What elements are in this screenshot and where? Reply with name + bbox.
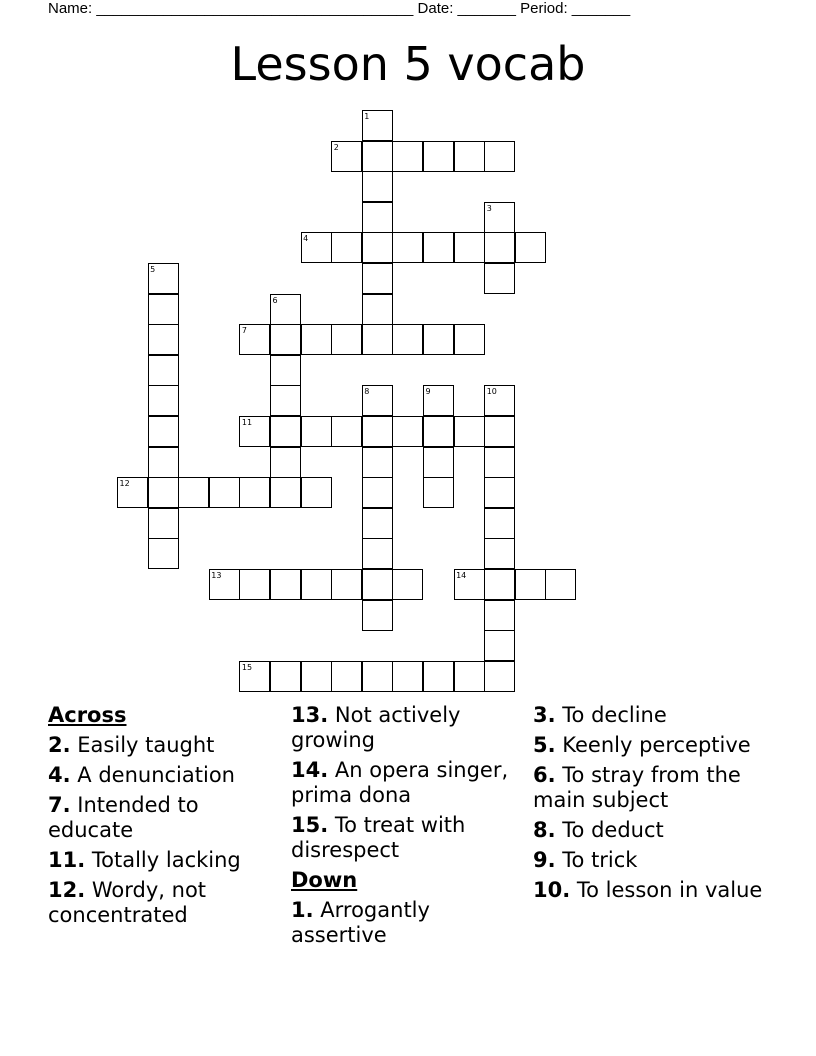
grid-cell[interactable]	[148, 538, 179, 569]
student-info-header: Name: ______________________________________ Date: _______ Period: _______	[48, 0, 631, 17]
clue-across-15	[291, 813, 523, 863]
grid-cell[interactable]	[148, 294, 179, 325]
grid-cell[interactable]	[148, 447, 179, 478]
grid-cell[interactable]	[454, 141, 485, 172]
grid-cell[interactable]	[392, 141, 423, 172]
clue-down-6	[533, 763, 765, 813]
clue-number-label: 2	[333, 142, 339, 152]
clue-number: 3.	[533, 703, 556, 727]
grid-cell[interactable]	[484, 447, 515, 478]
grid-cell[interactable]	[423, 324, 454, 355]
clue-down-1	[291, 898, 523, 948]
clue-text: To trick	[562, 848, 638, 872]
clue-text: To deduct	[562, 818, 664, 842]
clue-text: To decline	[562, 703, 667, 727]
grid-cell[interactable]	[301, 324, 332, 355]
grid-cell[interactable]	[209, 477, 240, 508]
grid-cell[interactable]	[484, 477, 515, 508]
grid-cell[interactable]	[362, 294, 393, 325]
clue-number-label: 3	[486, 203, 492, 213]
grid-cell[interactable]	[362, 416, 393, 447]
clue-number-label: 9	[425, 387, 431, 397]
grid-cell[interactable]	[331, 661, 362, 692]
grid-cell[interactable]	[270, 324, 301, 355]
grid-cell[interactable]	[392, 232, 423, 263]
grid-cell[interactable]	[148, 355, 179, 386]
grid-cell[interactable]	[515, 569, 546, 600]
clue-number-label: 5	[150, 265, 156, 274]
grid-cell[interactable]	[392, 416, 423, 447]
grid-cell[interactable]	[270, 416, 301, 447]
grid-cell[interactable]	[484, 569, 515, 600]
clue-number: 2.	[48, 733, 71, 757]
grid-cell[interactable]	[484, 416, 515, 447]
grid-cell[interactable]	[178, 477, 209, 508]
grid-cell[interactable]	[423, 661, 454, 692]
grid-cell[interactable]	[270, 447, 301, 478]
clue-number: 1.	[291, 898, 314, 922]
grid-cell[interactable]	[301, 477, 332, 508]
clue-across-11	[48, 848, 280, 873]
grid-cell[interactable]	[362, 263, 393, 294]
clue-across-14	[291, 758, 523, 808]
grid-cell[interactable]	[392, 661, 423, 692]
grid-cell[interactable]	[454, 661, 485, 692]
clues-column-1	[48, 703, 280, 933]
grid-cell[interactable]	[362, 171, 393, 202]
grid-cell[interactable]	[301, 661, 332, 692]
clue-across-4	[48, 763, 280, 788]
grid-cell[interactable]	[301, 569, 332, 600]
grid-cell[interactable]	[239, 477, 270, 508]
clue-number: 5.	[533, 733, 556, 757]
clue-number: 8.	[533, 818, 556, 842]
clue-text: Easily taught	[77, 733, 215, 757]
clue-number: 10.	[533, 878, 571, 902]
grid-cell[interactable]	[301, 416, 332, 447]
grid-cell[interactable]	[362, 202, 393, 233]
grid-cell[interactable]	[270, 569, 301, 600]
clue-text: Wordy, not concentrated	[48, 878, 207, 927]
down-heading: Down	[291, 868, 358, 892]
clue-number-label: 8	[364, 387, 370, 397]
clue-number: 12.	[48, 878, 86, 902]
clue-number: 7.	[48, 793, 71, 817]
grid-cell[interactable]	[484, 263, 515, 294]
clue-down-5	[533, 733, 765, 758]
clue-text: Totally lacking	[91, 848, 241, 872]
grid-cell[interactable]	[362, 141, 393, 172]
puzzle-title: Lesson 5 vocab	[230, 37, 586, 91]
grid-cell[interactable]	[362, 324, 393, 355]
grid-cell[interactable]	[362, 569, 393, 600]
grid-cell[interactable]	[362, 661, 393, 692]
clue-number: 9.	[533, 848, 556, 872]
clue-across-13	[291, 703, 523, 753]
grid-cell[interactable]	[484, 630, 515, 661]
grid-cell[interactable]	[545, 569, 576, 600]
grid-cell[interactable]	[331, 232, 362, 263]
clue-across-12	[48, 878, 280, 928]
grid-cell[interactable]	[484, 141, 515, 172]
clue-across-7	[48, 793, 280, 843]
clue-text: Not actively growing	[291, 703, 461, 752]
grid-cell[interactable]	[423, 477, 454, 508]
grid-cell[interactable]	[148, 477, 179, 508]
clue-text: Arrogantly assertive	[291, 898, 430, 947]
clue-number-label: 13	[211, 571, 222, 580]
grid-cell[interactable]	[148, 324, 179, 355]
grid-cell[interactable]	[148, 416, 179, 447]
clue-down-10	[533, 878, 765, 903]
clue-number-label: 12	[119, 479, 130, 489]
clue-down-8	[533, 818, 765, 843]
grid-cell[interactable]	[423, 447, 454, 478]
grid-cell[interactable]	[484, 232, 515, 263]
grid-cell[interactable]	[362, 447, 393, 478]
clue-down-3	[533, 703, 765, 728]
grid-cell[interactable]	[239, 569, 270, 600]
clue-text: To treat with disrespect	[291, 813, 466, 862]
clue-text: Keenly perceptive	[562, 733, 751, 757]
grid-cell[interactable]	[454, 324, 485, 355]
grid-cell[interactable]	[392, 569, 423, 600]
grid-cell[interactable]	[270, 385, 301, 416]
grid-cell[interactable]	[270, 477, 301, 508]
grid-cell[interactable]	[515, 232, 546, 263]
grid-cell[interactable]	[423, 232, 454, 263]
clue-number-label: 4	[303, 234, 309, 244]
grid-cell[interactable]	[331, 324, 362, 355]
clue-number-label: 10	[486, 387, 497, 397]
clue-number: 15.	[291, 813, 329, 837]
clue-number-label: 7	[241, 326, 247, 336]
grid-cell[interactable]	[362, 508, 393, 539]
clue-across-2	[48, 733, 280, 758]
grid-cell[interactable]	[484, 600, 515, 631]
clue-text: To lesson in value	[576, 878, 763, 902]
grid-cell[interactable]	[423, 416, 454, 447]
grid-cell[interactable]	[270, 661, 301, 692]
across-heading: Across	[48, 703, 127, 727]
grid-cell[interactable]	[484, 538, 515, 569]
grid-cell[interactable]	[362, 600, 393, 631]
grid-cell[interactable]	[148, 385, 179, 416]
grid-cell[interactable]	[362, 538, 393, 569]
grid-cell[interactable]	[423, 141, 454, 172]
clue-number: 4.	[48, 763, 71, 787]
grid-cell[interactable]	[362, 232, 393, 263]
clue-down-9	[533, 848, 765, 873]
grid-cell[interactable]	[148, 508, 179, 539]
grid-cell[interactable]	[454, 416, 485, 447]
clue-text: A denunciation	[77, 763, 235, 787]
grid-cell[interactable]	[484, 661, 515, 692]
clue-number-label: 6	[272, 295, 278, 305]
grid-cell[interactable]	[331, 569, 362, 600]
clue-number: 14.	[291, 758, 329, 782]
grid-cell[interactable]	[392, 324, 423, 355]
clue-number-label: 14	[456, 571, 467, 580]
grid-cell[interactable]	[270, 355, 301, 386]
grid-cell[interactable]	[362, 477, 393, 508]
clue-number: 13.	[291, 703, 329, 727]
clue-number: 6.	[533, 763, 556, 787]
clue-number-label: 15	[241, 662, 253, 672]
clue-text: Intended to educate	[48, 793, 199, 842]
clue-text: An opera singer, prima dona	[291, 758, 509, 807]
clues-column-2	[291, 703, 523, 953]
grid-cell[interactable]	[331, 416, 362, 447]
grid-cell[interactable]	[454, 232, 485, 263]
clue-number-label: 11	[241, 418, 253, 427]
clue-number: 11.	[48, 848, 86, 872]
grid-cell[interactable]	[484, 508, 515, 539]
clue-text: To stray from the main subject	[533, 763, 741, 812]
clue-number-label: 1	[364, 112, 370, 121]
clues-column-3	[533, 703, 765, 908]
